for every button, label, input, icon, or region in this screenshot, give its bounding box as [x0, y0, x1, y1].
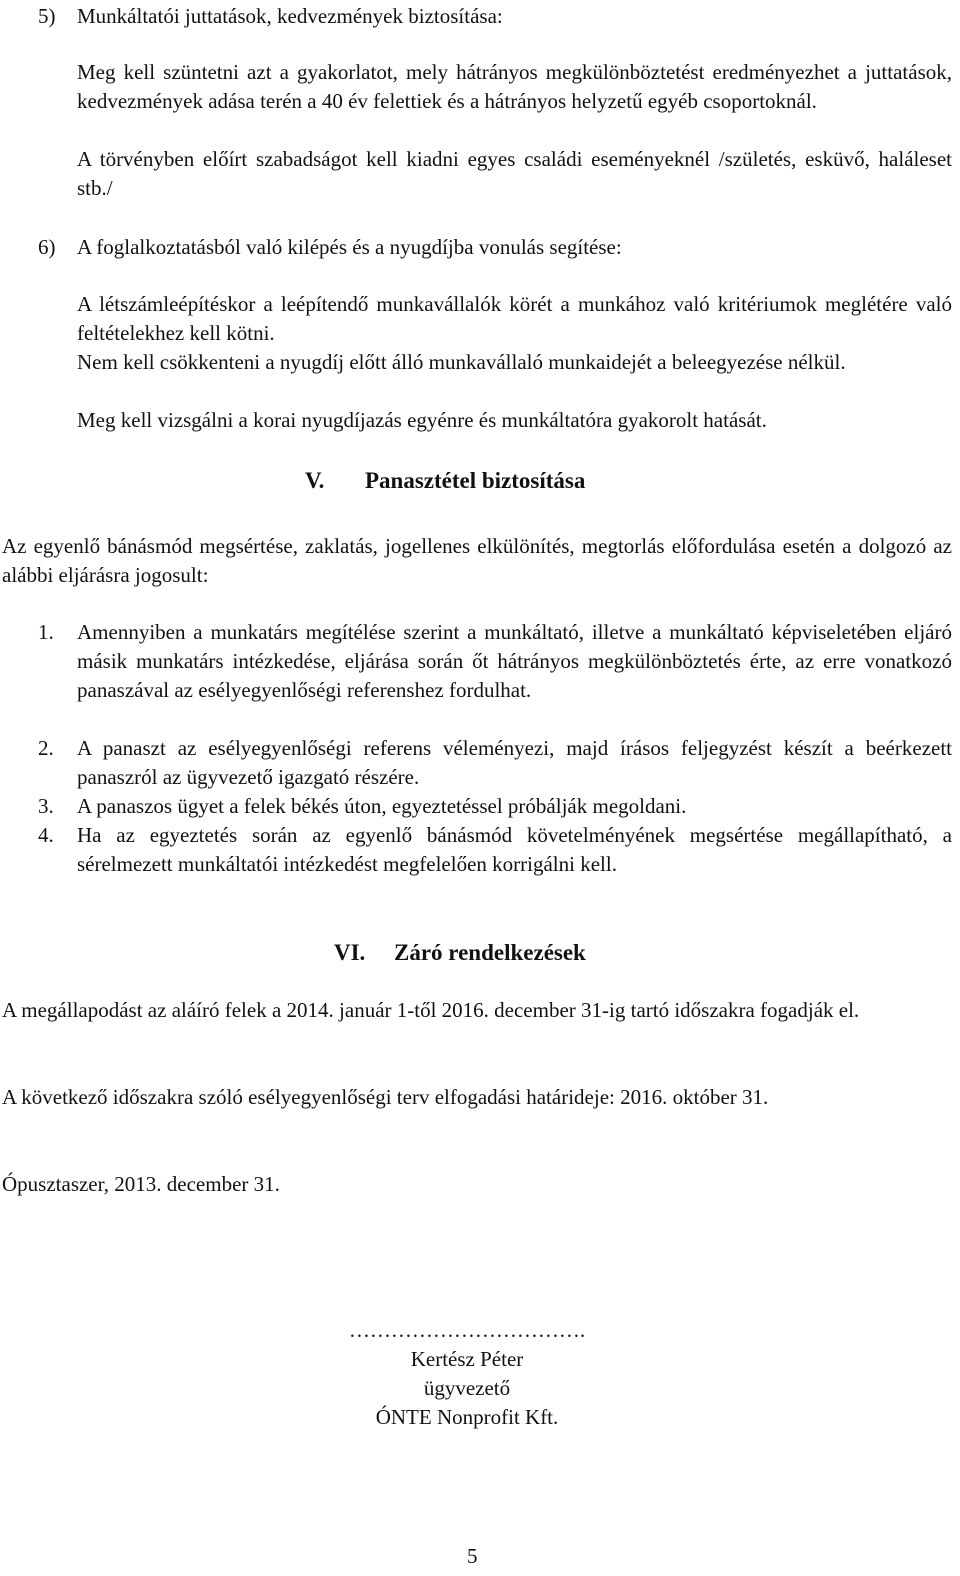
chapter-vi-paragraph-2: A következő időszakra szóló esélyegyenlőségi terv elfogadási határideje: 2016. október 31.: [2, 1085, 769, 1109]
signatory-role: ügyvezető: [423, 1376, 511, 1400]
section-6-paragraph-2: Nem kell csökkenteni a nyugdíj előtt álló munkavállaló munkaidejét a beleegyezése nélkül.: [77, 350, 846, 374]
section-6-paragraph-1: A létszámleépítéskor a leépítendő munkavállalók körét a munkához való kritériumok meglétére való feltételekhez kell kötni.: [77, 292, 952, 345]
section-6-paragraph-3: Meg kell vizsgálni a korai nyugdíjazás egyénre és munkáltatóra gyakorolt hatását.: [77, 408, 767, 432]
chapter-vi-numeral: VI.: [334, 940, 366, 965]
section-5-number: 5): [38, 4, 56, 28]
chapter-vi-title: Záró rendelkezések: [394, 940, 586, 965]
signatory-name: Kertész Péter: [410, 1347, 524, 1371]
list-item-number: 1.: [38, 620, 54, 644]
section-5-paragraph-2: A törvényben előírt szabadságot kell kiadni egyes családi eseményeknél /születés, esküvő, haláleset stb./: [77, 147, 952, 200]
chapter-v-intro: Az egyenlő bánásmód megsértése, zaklatás, jogellenes elkülönítés, megtorlás előfordulása esetén a dolgozó az alábbi eljárásra jogosult:: [2, 534, 952, 587]
list-item-text: Amennyiben a munkatárs megítélése szerint a munkáltató, illetve a munkáltató képviseletében eljáró másik munkatárs intézkedése, eljárása során őt hátrányos megkülönböztetés érte, az erre vonatkozó panaszával az esélyegyenlőségi referenshez fordulhat.: [77, 620, 952, 702]
list-item-text: A panaszt az esélyegyenlőségi referens véleményezi, majd írásos feljegyzést készít a beérkezett panaszról az ügyvezető igazgató részére.: [77, 736, 952, 789]
section-6-title: A foglalkoztatásból való kilépés és a nyugdíjba vonulás segítése:: [77, 235, 622, 259]
section-5-paragraph-1: Meg kell szüntetni azt a gyakorlatot, mely hátrányos megkülönböztetést eredményezhet a juttatások, kedvezmények adása terén a 40 év felettiek és a hátrányos helyzetű egyéb csoportoknál.: [77, 60, 952, 113]
list-item-number: 4.: [38, 823, 54, 847]
section-5-title: Munkáltatói juttatások, kedvezmények biztosítása:: [77, 4, 503, 28]
page-number: 5: [467, 1544, 478, 1568]
chapter-vi-paragraph-1: A megállapodást az aláíró felek a 2014. január 1-től 2016. december 31-ig tartó időszakra fogadják el.: [2, 998, 860, 1022]
signatory-company: ÓNTE Nonprofit Kft.: [375, 1405, 559, 1429]
list-item-number: 2.: [38, 736, 54, 760]
list-item-text: A panaszos ügyet a felek békés úton, egyeztetéssel próbálják megoldani.: [77, 794, 687, 818]
signature-line: …………………………….: [348, 1318, 586, 1342]
chapter-v-numeral: V.: [305, 468, 325, 493]
list-item-text: Ha az egyeztetés során az egyenlő bánásmód követelményének megsértése megállapítható, a sérelmezett munkáltatói intézkedést megfelelően korrigálni kell.: [77, 823, 952, 876]
section-6-number: 6): [38, 235, 56, 259]
chapter-v-title: Panasztétel biztosítása: [365, 468, 586, 493]
place-and-date: Ópusztaszer, 2013. december 31.: [2, 1172, 280, 1196]
list-item-number: 3.: [38, 794, 54, 818]
